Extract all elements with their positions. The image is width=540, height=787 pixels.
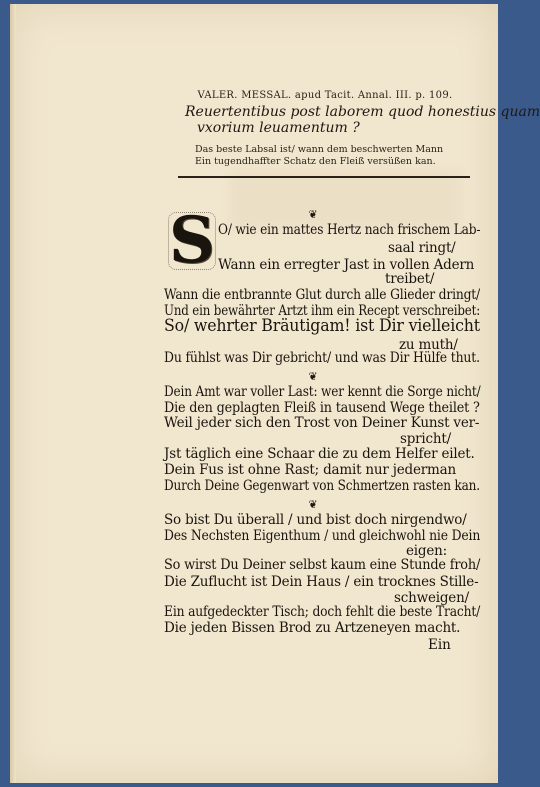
verse-line: zu muth/ <box>399 337 458 353</box>
verse-line: Du fühlst was Dir gebricht/ und was Dir Hülfe thut. <box>164 350 480 366</box>
german-motto <box>195 144 465 168</box>
verse-line: O/ wie ein mattes Hertz nach frischem Lab- <box>218 222 481 238</box>
latin-motto-line: vxorium leuamentum ? <box>197 120 360 136</box>
header-rule <box>178 176 470 178</box>
verse-line: So bist Du überall / und bist doch nirgendwo/ <box>164 512 467 528</box>
verse-line: Des Nechsten Eigenthum / und gleichwohl nie Dein <box>164 528 481 544</box>
latin-motto-line: Reuertentibus post laborem quod honestius quam <box>185 104 540 120</box>
german-motto-line: Das beste Labsal ist/ wann dem beschwerten Mann <box>195 144 444 155</box>
verse-line: Dein Fus ist ohne Rast; damit nur jederman <box>164 462 456 478</box>
verse-line: schweigen/ <box>394 590 469 606</box>
bleed-through-shadow <box>230 170 460 230</box>
latin-motto <box>185 104 540 136</box>
german-motto-line: Ein tugendhaffter Schatz den Fleiß versüßen kan. <box>195 156 436 167</box>
fleuron-ornament-icon: ❦ <box>308 208 318 221</box>
verse-line: Weil jeder sich den Trost von Deiner Kunst ver- <box>164 415 480 431</box>
drop-cap-initial: S <box>166 210 218 272</box>
catchword: Ein <box>428 637 451 653</box>
verse-line: So wirst Du Deiner selbst kaum eine Stunde froh/ <box>164 557 481 573</box>
verse-line: Wann die entbrannte Glut durch alle Glieder dringt/ <box>164 287 481 303</box>
page-binding-edge <box>10 4 16 783</box>
source-reference: VALER. MESSAL. apud Tacit. Annal. III. p. 109. <box>197 90 453 101</box>
verse-line: Die Zuflucht ist Dein Haus / ein trocknes Stille- <box>164 574 479 590</box>
verse-line: Und ein bewährter Artzt ihm ein Recept verschreibet: <box>164 303 481 319</box>
verse-line: spricht/ <box>400 431 451 447</box>
verse-line: treibet/ <box>385 271 435 287</box>
verse-line: Die den geplagten Fleiß in tausend Wege theilet ? <box>164 400 480 416</box>
verse-line: saal ringt/ <box>388 240 456 256</box>
verse-line: Wann ein erregter Jast in vollen Adern <box>218 257 475 273</box>
verse-line: Jst täglich eine Schaar die zu dem Helfer eilet. <box>164 446 475 462</box>
verse-line: Ein aufgedeckter Tisch; doch fehlt die beste Tracht/ <box>164 604 481 620</box>
verse-line: Dein Amt war voller Last: wer kennt die Sorge nicht/ <box>164 384 481 400</box>
fleuron-ornament-icon: ❦ <box>308 498 318 511</box>
verse-line: eigen: <box>406 543 447 559</box>
verse-line: Die jeden Bissen Brod zu Artzeneyen macht. <box>164 620 461 636</box>
fleuron-ornament-icon: ❦ <box>308 370 318 383</box>
verse-line: So/ wehrter Bräutigam! ist Dir vielleicht <box>164 316 480 336</box>
verse-line: Durch Deine Gegenwart von Schmertzen rasten kan. <box>164 478 480 494</box>
